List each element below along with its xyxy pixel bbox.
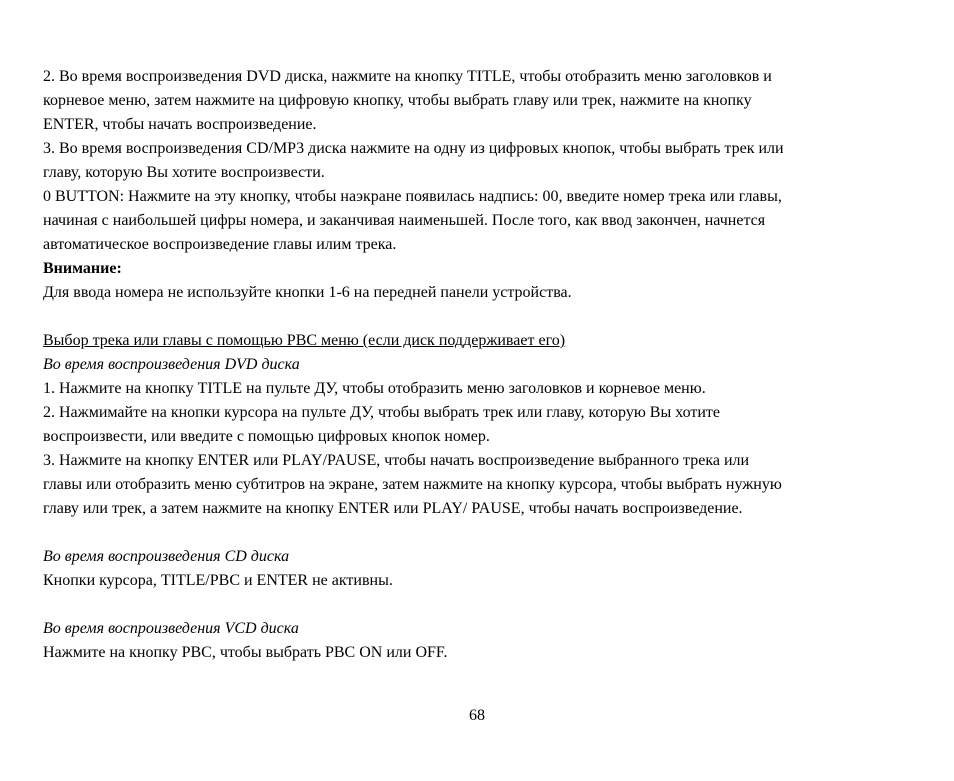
dvd-step-line: 1. Нажмите на кнопку TITLE на пульте ДУ, чтобы отобразить меню заголовков и корневое меню.	[43, 380, 706, 397]
attention-heading: Внимание:	[43, 260, 122, 277]
dvd-step-line: воспроизвести, или введите с помощью цифровых кнопок номер.	[43, 428, 490, 445]
vcd-text: Нажмите на кнопку PBC, чтобы выбрать PBC ON или OFF.	[43, 644, 448, 661]
attention-text: Для ввода номера не используйте кнопки 1-6 на передней панели устройства.	[43, 284, 572, 301]
paragraph-line: 2. Во время воспроизведения DVD диска, нажмите на кнопку TITLE, чтобы отобразить меню заголовков и	[43, 68, 772, 85]
dvd-step-line: 2. Нажмимайте на кнопки курсора на пульте ДУ, чтобы выбрать трек или главу, которую Вы хотите	[43, 404, 721, 421]
blank-line	[43, 305, 913, 329]
page-content	[43, 65, 913, 665]
dvd-step-line: главу или трек, а затем нажмите на кнопку ENTER или PLAY/ PAUSE, чтобы начать воспроизведение.	[43, 500, 743, 517]
paragraph-line: начиная с наибольшей цифры номера, и заканчивая наименьшей. После того, как ввод закончен, начнется	[43, 212, 766, 229]
pbc-heading: Выбор трека или главы с помощью PBC меню (если диск поддерживает его)	[43, 332, 566, 349]
paragraph-line: главу, которую Вы хотите воспроизвести.	[43, 164, 325, 181]
paragraph-line: ENTER, чтобы начать воспроизведение.	[43, 116, 317, 133]
dvd-step-line: главы или отобразить меню субтитров на экране, затем нажмите на кнопку курсора, чтобы выбрать нужную	[43, 476, 782, 493]
paragraph-line: 3. Во время воспроизведения CD/MP3 диска нажмите на одну из цифровых кнопок, чтобы выбрать трек или	[43, 140, 784, 157]
dvd-step-line: 3. Нажмите на кнопку ENTER или PLAY/PAUSE, чтобы начать воспроизведение выбранного трека или	[43, 452, 750, 469]
cd-subheading: Во время воспроизведения CD диска	[43, 548, 290, 565]
paragraph-line: автоматическое воспроизведение главы илим трека.	[43, 236, 397, 253]
blank-line	[43, 593, 913, 617]
paragraph-line: корневое меню, затем нажмите на цифровую кнопку, чтобы выбрать главу или трек, нажмите на кнопку	[43, 92, 752, 109]
blank-line	[43, 521, 913, 545]
cd-text: Кнопки курсора, TITLE/PBC и ENTER не активны.	[43, 572, 393, 589]
page-number: 68	[469, 707, 485, 724]
vcd-subheading: Во время воспроизведения VCD диска	[43, 620, 299, 637]
pbc-heading-line	[43, 329, 913, 353]
dvd-subheading: Во время воспроизведения DVD диска	[43, 356, 300, 373]
paragraph-line: 0 BUTTON: Нажмите на эту кнопку, чтобы наэкране появилась надпись: 00, введите номер трека или главы,	[43, 188, 782, 205]
